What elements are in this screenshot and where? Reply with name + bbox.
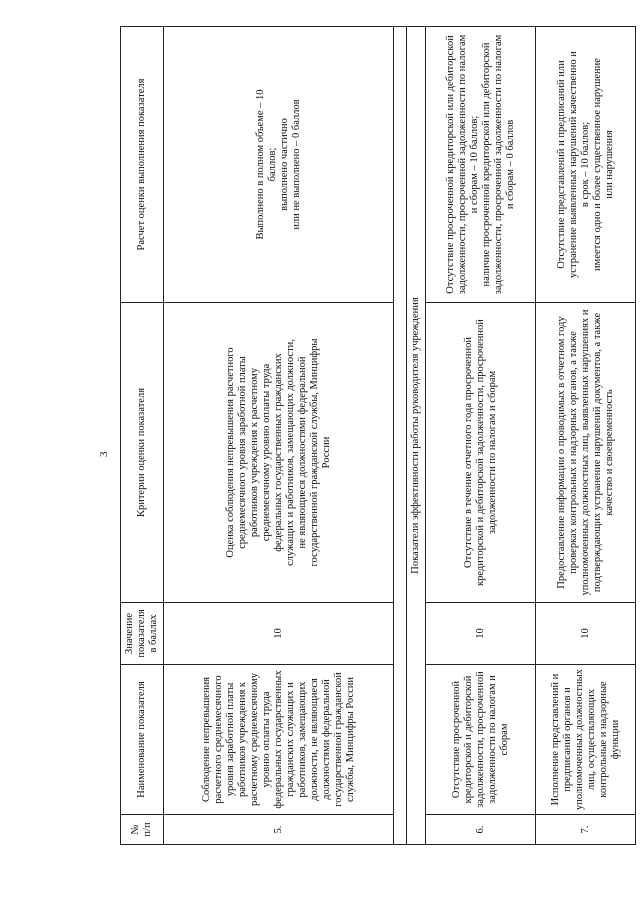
row-name: Отсутствие просроченной кредиторской и дебиторской задолженности, просроченной задолженности по налогам и сборам [426, 665, 536, 815]
row-calc: Выполнено в полном объеме – 10 баллов; выполнено частично или не выполнено – 0 баллов [164, 27, 394, 303]
row-calc: Отсутствие представлений и предписаний или устранение выявленных нарушений качественно и в срок – 10 баллов; имеется одно и более существенное нарушение или нарушения [536, 27, 636, 303]
row-criteria: Оценка соблюдения непревышения расчетного среднемесячного уровня заработной платы работников учреждения к расчетному среднемесячному уровню оплаты труда федеральных государственных гражданских служащих и работников, замещающих должности, не являющиеся должностями федеральной государственной гражданской службы, Минцифры России [164, 303, 394, 603]
page-number: 3 [98, 451, 110, 457]
table-header-row [121, 27, 164, 845]
header-calc: Расчет оценки выполнения показателя [121, 27, 164, 303]
row-name: Соблюдение непревышения расчетного среднемесячного уровня заработной платы работников учреждения к расчетному среднемесячному уровню оплаты труда федеральных государственных гражданских служащих и работников, замещающих должности, не являющиеся должностями федеральной государственной гражданской службы, Минцифры России [164, 665, 394, 815]
row-score: 10 [426, 603, 536, 665]
indicators-table [120, 26, 636, 845]
header-score: Значение показателя в баллах [121, 603, 164, 665]
row-num: 6. [426, 815, 536, 845]
header-num: № п/п [121, 815, 164, 845]
row-num: 5. [164, 815, 394, 845]
gap-row [394, 27, 407, 845]
section-row [407, 27, 426, 845]
row-num: 7. [536, 815, 636, 845]
row-score: 10 [536, 603, 636, 665]
header-criteria: Критерии оценки показателя [121, 303, 164, 603]
header-name: Наименование показателя [121, 665, 164, 815]
row-score: 10 [164, 603, 394, 665]
table-row [164, 27, 394, 845]
row-name: Исполнение представлений и предписаний органов и уполномоченных должностных лиц, осуществляющих контрольные и надзорные функции [536, 665, 636, 815]
table-row [536, 27, 636, 845]
row-criteria: Отсутствие в течение отчетного года просроченной кредиторской и дебиторской задолженности, просроченной задолженности по налогам и сборам [426, 303, 536, 603]
row-criteria: Предоставление информации о проводимых в отчетном году проверках контрольных и надзорных органов, а также уполномоченных должностных лиц, выявленных нарушениях и подтверждающих устранение нарушений документов, а также качество и своевременность [536, 303, 636, 603]
section-title: Показатели эффективности работы руководителя учреждения [407, 27, 426, 845]
row-calc: Отсутствие просроченной кредиторской или дебиторской задолженности, просроченной задолженности по налогам и сборам – 10 баллов; наличие просроченной кредиторской или дебиторской задолженности, просроченной задолженности по налогам и сборам – 0 баллов [426, 27, 536, 303]
table-row [426, 27, 536, 845]
rotated-page [80, 0, 621, 905]
